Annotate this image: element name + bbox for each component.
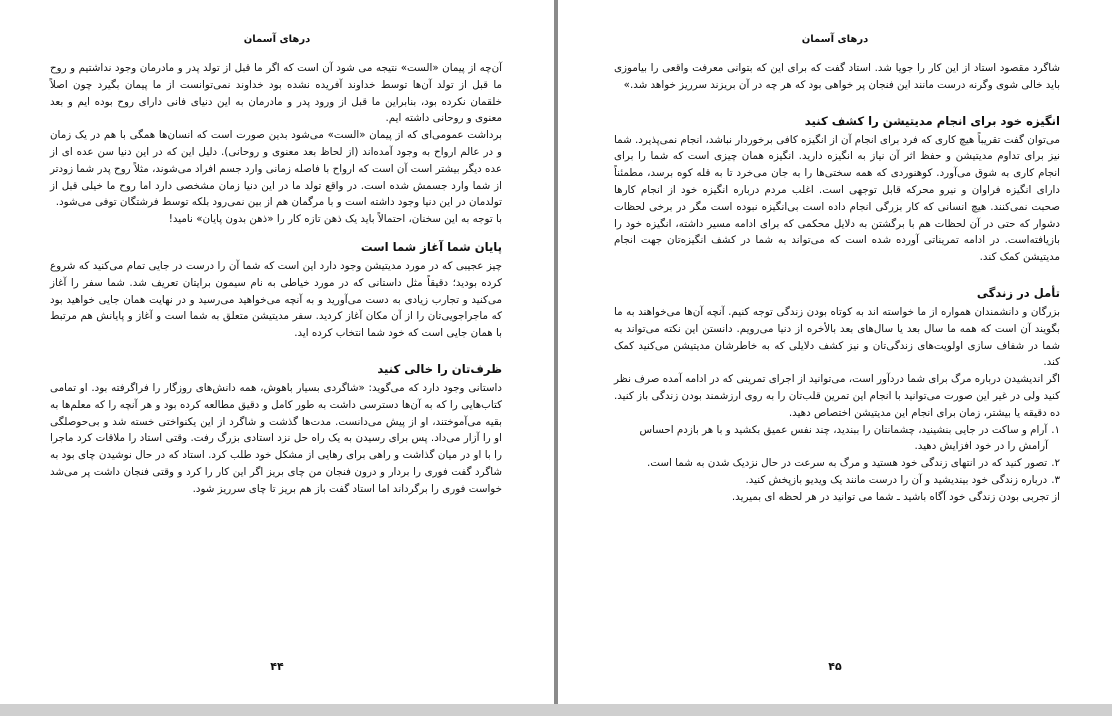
paragraph: اگر اندیشیدن درباره مرگ برای شما دردآور است، می‌توانید از اجرای تمرینی که در ادامه آمده صرف نظر کنید ولی در غیر این صورت می‌توانید با انجام این تمرین قلب‌تان را به روی ارزشمند بودن زندگی باز کنید. ده دقیقه یا بیشتر، زمان برای انجام این مدیتیشن اختصاص دهید. [614,373,1060,419]
section-heading: ظرف‌تان را خالی کنید [377,361,502,376]
list-item-continuation: آرامش را در خود افزایش دهید. [914,440,1048,453]
section-heading: تأمل در زندگی [976,285,1060,300]
paragraph: می‌توان گفت تقریباً هیچ کاری که فرد برای انجام آن از انگیزه کافی برخوردار نباشد، انجام نمی‌پذیرد. شما نیز برای تداوم مدیتیشن و حفظ اثر آن نیاز به انگیزه دارید. انگیزه همان چیزی است که شما را برای انجام کاری به شوق می‌آورد. کوهنوردی که همه سختی‌ها را به جان می‌خرد تا به قله کوه برسد، مطمئناً دارای انگیزه فراوان و نیرو محرکه قابل توجهی است. اغلب مردم درباره انگیزه خود از انجام کارها صحبت نمی‌کنند. هیچ انسانی که کار بزرگی انجام داده است بی‌انگیزه نبوده است مگر در برخی لحظات دشوار که حتی در آن لحظات هم با برگشتن به دلایل محکمی که برای ادامه مسیر داشته، انگیزه خود را بازیافته‌است. در ادامه تمریناتی آورده شده است که می‌تواند به شما در کشف انگیزه‌تان جهت انجام مدیتیشن کمک کند. [614,133,1060,264]
list-item [614,455,1060,472]
page-number: ۴۵ [828,660,842,673]
list-item [614,422,1060,439]
list-number: ۱. [1051,423,1060,436]
list-text: درباره زندگی خود بیندیشید و آن را درست مانند یک ویدیو بازپخش کنید. [745,473,1048,486]
paragraph: داستانی وجود دارد که می‌گوید: «شاگردی بسیار باهوش، همه دانش‌های روزگار را فراگرفته بود. او تمامی کتاب‌هایی را که به آن‌ها دسترسی داشت به طور کامل و دقیق مطالعه کرده بود و هر آنچه را که معلم‌ها به بقیه می‌آموختند، او از پیش می‌دانست. مدت‌ها گذشت و شاگرد از این یکنواختی خسته شد و بی‌حوصلگی او را آزار می‌داد. پس برای رسیدن به یک راه حل نزد استادی بزرگ رفت. وقتی استاد را ملاقات کرد ماجرا را با او در میان گذاشت و راهی برای رهایی از مشکل خود طلب کرد. استاد که در حال نوشیدن چای بود به شاگرد گفت فوری را بردار و درون فنجان من چای بریز اگر این کار را کرد و وقتی فنجان داشت پر می‌شد خواست فوری را برگرداند اما استاد گفت باز هم بریز تا چای سرریز شود. [50,381,502,495]
paragraph: چیز عجیبی که در مورد مدیتیشن وجود دارد این است که شما آن را درست در جایی تمام می‌کنید که شروع کرده بودید؛ دقیقاً مثل داستانی که در مورد خیاطی به نام سیمون برایتان تعریف شد. شما سفر را آغاز می‌کنید و تجارب زیادی به دست می‌آورید و به آنچه می‌خواهید می‌رسید و در نهایت همان جایی خواهید بود که ماجراجویی‌تان را از آن مکان آغاز کردید. سفر مدیتیشن متعلق به شما است و آغاز و پایانش هم مرتبط با همان جایی است که خود شما انتخاب کرده اید. [50,259,502,340]
list-text: آرام و ساکت در جایی بنشینید، چشمانتان را ببندید، چند نفس عمیق بکشید و با هر بازدم احساس [639,423,1048,436]
page-body [614,60,1060,506]
list-number: ۳. [1051,473,1060,486]
left-page [0,0,554,704]
list-text: تصور کنید که در انتهای زندگی خود هستید و مرگ به سرعت در حال نزدیک شدن به شما است. [647,457,1048,470]
paragraph: برداشت عمومی‌ای که از پیمان «الست» می‌شود بدین صورت است که انسان‌ها همگی با هم در یک زمان و در عالم ارواح به وجود آمده‌اند (از لحاظ بعد معنوی و روحانی). دلیل این که در این دنیا سن عده ای از عده دیگر بیشتر است آن است که ارواح با فاصله زمانی وارد جسم افراد می‌شوند، مثلاً روح پدر شما زودتر از شما وارد جسمش شده است. در واقع تولد ما در این دنیا زمان مشخصی دارد اما روح ما خیلی قبل از تولدمان در این دنیا وجود داشته است و با مرگمان هم از بین نمی‌رود بلکه توسط فرشتگان توفی می‌شود. [50,129,502,209]
paragraph: آن‌چه از پیمان «الست» نتیجه می شود آن است که اگر ما قبل از تولد پدر و مادرمان وجود نداشتیم و روح ما قبل از تولد آن‌ها توسط خداوند آفریده نشده بود خداوند نمی‌توانست از ما پیمان بگیرد چون اصلاً خلقمان نکرده بود، بنابراین ما قبل از ورود پدر و مادرمان به این دنیای فانی دارای روح بوده ایم و بعد معنوی و روحانی داشته ایم. [50,62,502,125]
section-heading: پایان شما آغاز شما است [360,239,502,254]
running-head: درهای آسمان [801,34,869,45]
page-body [50,60,502,498]
list-number: ۲. [1051,457,1060,470]
paragraph: شاگرد مقصود استاد از این کار را جویا شد. استاد گفت که برای این که بتوانی معرفت واقعی را بیاموزی باید خالی شوی وگرنه درست مانند این فنجان پر خواهی بود که هر چه در آن بریزند سرریز خواهد شد.» [614,62,1060,91]
page-number: ۴۴ [270,660,284,673]
paragraph: با توجه به این سخنان، احتمالاً باید یک ذهن تازه کار را «ذهن بدون پایان» نامید! [168,213,502,226]
paragraph: بزرگان و دانشمندان همواره از ما خواسته اند به کوتاه بودن زندگی توجه کنیم. آنچه آن‌ها می‌خواهند به ما بگویند آن است که همه ما سال بعد یا سال‌های بعد بالأخره از دنیا می‌رویم. دانستن این نکته می‌تواند به شما در شفاف سازی اولویت‌های زندگی‌تان و نیز کشف دلایلی که به خاطرشان مدیتیشن می‌کنید کمک کند. [614,305,1060,369]
section-heading: انگیزه خود برای انجام مدیتیشن را کشف کنید [804,113,1060,128]
list-item [614,472,1060,489]
paragraph: از تجربی بودن زندگی خود آگاه باشید ـ شما می توانید در هر لحظه ای بمیرید. [731,490,1060,503]
running-head: درهای آسمان [243,34,311,45]
right-page [558,0,1112,704]
viewer-bottom-edge [0,704,1112,716]
